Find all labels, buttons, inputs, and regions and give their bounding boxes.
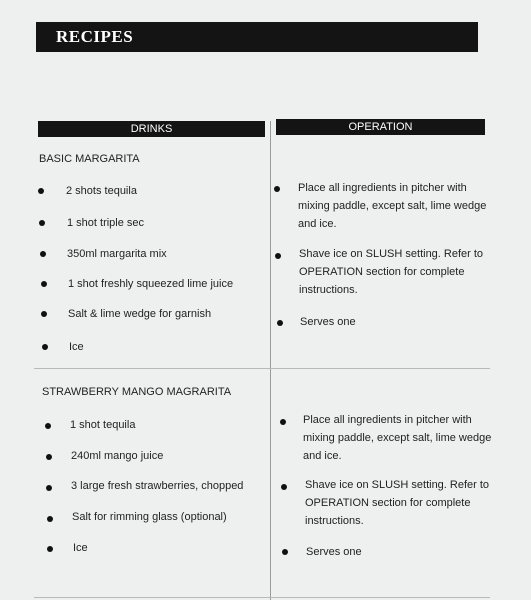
bullet-icon: [274, 186, 280, 192]
bullet-icon: [47, 516, 53, 522]
ingredient-item: Ice: [69, 341, 84, 353]
section-divider-bottom: [34, 597, 490, 598]
ingredient-item: 3 large fresh strawberries, chopped: [71, 480, 244, 492]
bullet-icon: [277, 320, 283, 326]
ingredient-item: Salt for rimming glass (optional): [72, 511, 227, 523]
operation-step: Shave ice on SLUSH setting. Refer to OPERATION section for complete instructions.: [299, 248, 484, 296]
bullet-icon: [41, 281, 47, 287]
bullet-icon: [41, 311, 47, 317]
recipe-title: STRAWBERRY MANGO MAGRARITA: [42, 386, 232, 398]
page-title: RECIPES: [36, 22, 478, 52]
bullet-icon: [40, 251, 46, 257]
operation-step: Place all ingredients in pitcher with mixing paddle, except salt, lime wedge and ice.: [298, 182, 487, 230]
operation-step: Serves one: [306, 546, 362, 558]
operation-step: Shave ice on SLUSH setting. Refer to OPERATION section for complete instructions.: [305, 479, 490, 527]
operation-step: Place all ingredients in pitcher with mixing paddle, except salt, lime wedge and ice.: [303, 414, 492, 462]
ingredient-item: 350ml margarita mix: [67, 248, 167, 260]
drinks-column-header: DRINKS: [38, 121, 265, 137]
bullet-icon: [46, 485, 52, 491]
operation-column-header: OPERATION: [276, 119, 485, 135]
section-divider: [34, 368, 490, 369]
ingredient-item: 1 shot tequila: [70, 419, 136, 431]
bullet-icon: [281, 484, 287, 490]
bullet-icon: [275, 253, 281, 259]
ingredient-item: 1 shot freshly squeezed lime juice: [68, 278, 234, 290]
bullet-icon: [46, 454, 52, 460]
operation-step: Serves one: [300, 316, 356, 328]
recipe-title: BASIC MARGARITA: [39, 153, 140, 165]
bullet-icon: [280, 419, 286, 425]
bullet-icon: [282, 549, 288, 555]
ingredient-item: Ice: [73, 542, 88, 554]
ingredient-item: 2 shots tequila: [66, 185, 137, 197]
ingredient-item: 240ml mango juice: [71, 450, 164, 462]
bullet-icon: [47, 546, 53, 552]
ingredient-item: Salt & lime wedge for garnish: [68, 308, 212, 320]
bullet-icon: [39, 220, 45, 226]
bullet-icon: [42, 344, 48, 350]
bullet-icon: [45, 423, 51, 429]
ingredient-item: 1 shot triple sec: [67, 217, 145, 229]
column-divider: [270, 121, 271, 600]
bullet-icon: [38, 188, 44, 194]
